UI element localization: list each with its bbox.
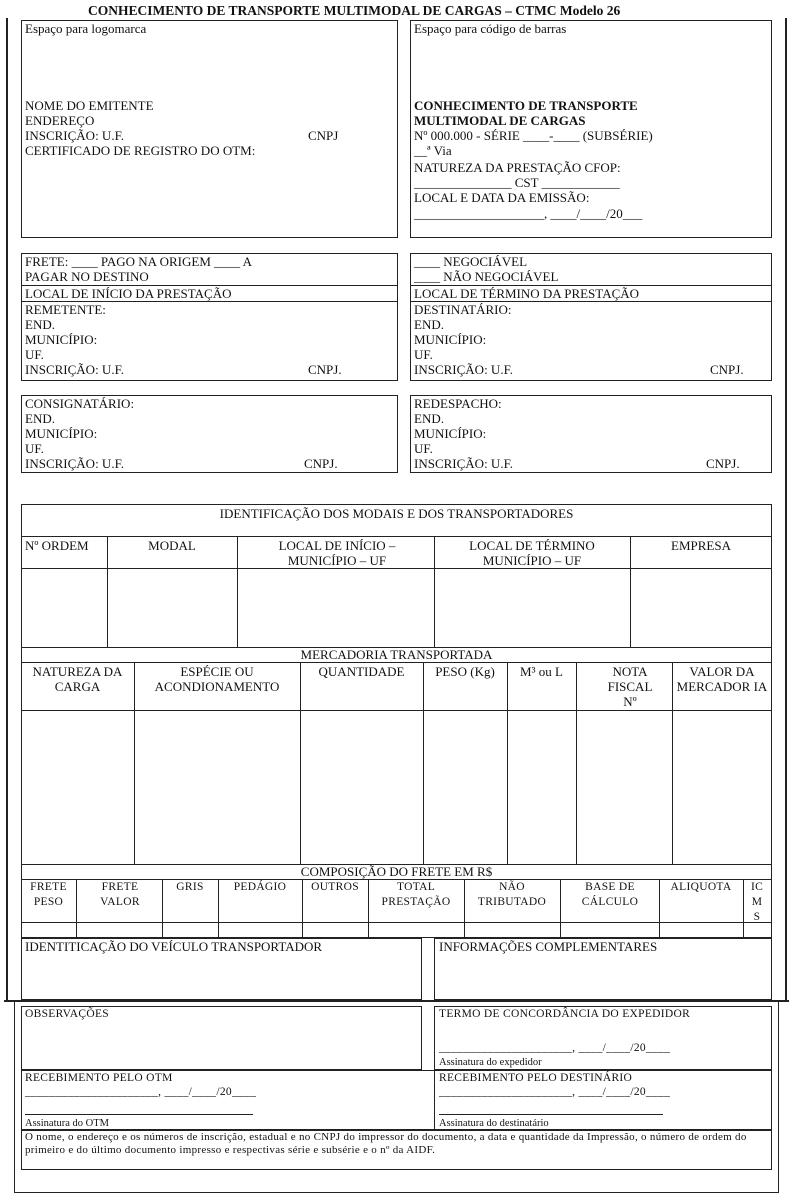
remetente-inscricao: INSCRIÇÃO: U.F.	[25, 362, 125, 377]
col-modal: MODAL	[148, 538, 196, 553]
remetente-end: END.	[25, 317, 55, 332]
frete-line1: FRETE: ____ PAGO NA ORIGEM ____ A	[25, 254, 253, 269]
consignatario-inscricao: INSCRIÇÃO: U.F.	[25, 456, 125, 471]
rule	[560, 879, 561, 938]
destinatario-inscricao: INSCRIÇÃO: U.F.	[414, 362, 514, 377]
rule	[21, 568, 772, 569]
col-m3: M³ ou L	[520, 664, 563, 679]
emitente-nome: NOME DO EMITENTE	[25, 98, 154, 113]
redespacho-cnpj: CNPJ.	[706, 456, 740, 471]
right-border	[785, 18, 787, 1000]
left-border	[6, 18, 8, 1000]
col-aliquota: ALIQUOTA	[670, 881, 732, 893]
remetente-label: REMETENTE:	[25, 302, 106, 317]
logo-label: Espaço para logomarca	[25, 21, 147, 36]
veiculo-label: IDENTITICAÇÃO DO VEÍCULO TRANSPORTADOR	[25, 939, 323, 954]
info-compl-label: INFORMAÇÕES COMPLEMENTARES	[439, 939, 658, 954]
frete-comp-header: COMPOSIÇÃO DO FRETE EM R$	[300, 864, 493, 879]
termo-line: ______________________, ____/____/20____	[439, 1042, 671, 1054]
rule	[672, 662, 673, 864]
redespacho-end: END.	[414, 411, 444, 426]
rule	[423, 662, 424, 864]
nao-negociavel: ____ NÃO NEGOCIÁVEL	[414, 269, 559, 284]
col-outros: OUTROS	[311, 881, 359, 893]
col-peso: PESO (Kg)	[435, 664, 495, 679]
local-inicio: LOCAL DE INÍCIO DA PRESTAÇÃO	[25, 286, 232, 301]
footer-note: O nome, o endereço e os números de inscrição, estadual e no CNPJ do impressor do documento, a data e quantidade da Impressão, o número de ordem do primeiro e do último documento impresso e respectivas série e subsérie e o nº da AIDF.	[25, 1131, 747, 1156]
bottom-border	[14, 1192, 779, 1193]
col-frete-peso: FRETE PESO	[30, 881, 67, 908]
modais-header: IDENTIFICAÇÃO DOS MODAIS E DOS TRANSPORTADORES	[219, 506, 574, 521]
rule	[743, 879, 744, 938]
col-quantidade: QUANTIDADE	[318, 664, 405, 679]
col-nordem: Nº ORDEM	[25, 538, 89, 553]
rule	[300, 662, 301, 864]
redespacho-inscricao: INSCRIÇÃO: U.F.	[414, 456, 514, 471]
frete-line2: PAGAR NO DESTINO	[25, 269, 149, 284]
local-termino: LOCAL DE TÉRMINO DA PRESTAÇÃO	[414, 286, 640, 301]
rule	[237, 536, 238, 647]
divider-line	[4, 1000, 789, 1002]
remetente-uf: UF.	[25, 347, 44, 362]
col-nao-tributado: NÃO TRIBUTADO	[477, 881, 547, 908]
lower-right-border	[778, 1002, 779, 1192]
barcode-label: Espaço para código de barras	[414, 21, 567, 36]
form-title: CONHECIMENTO DE TRANSPORTE MULTIMODAL DE CARGAS – CTMC Modelo 26	[88, 3, 621, 18]
emitente-cnpj: CNPJ	[308, 128, 339, 143]
consignatario-end: END.	[25, 411, 55, 426]
termo-sig-label: Assinatura do expedidor	[439, 1057, 542, 1068]
rule	[21, 536, 772, 537]
consignatario-uf: UF.	[25, 441, 44, 456]
doc-local-data-label: LOCAL E DATA DA EMISSÃO:	[414, 190, 590, 205]
doc-serie: Nº 000.000 - SÉRIE ____-____ (SUBSÉRIE)	[414, 128, 653, 143]
receb-dest-sig: Assinatura do destinatário	[439, 1118, 549, 1129]
col-local-inicio: LOCAL DE INÍCIO – MUNICÍPIO – UF	[278, 538, 396, 568]
rule	[576, 662, 577, 864]
col-valor: VALOR DA MERCADOR IA	[676, 664, 768, 694]
emitente-inscricao: INSCRIÇÃO: U.F.	[25, 128, 125, 143]
redespacho-municipio: MUNICÍPIO:	[414, 426, 487, 441]
receb-otm-sig: Assinatura do OTM	[25, 1118, 109, 1129]
doc-title-1: CONHECIMENTO DE TRANSPORTE	[414, 98, 638, 113]
emitente-certificado: CERTIFICADO DE REGISTRO DO OTM:	[25, 143, 256, 158]
rule	[507, 662, 508, 864]
rule	[25, 1114, 253, 1115]
redespacho-uf: UF.	[414, 441, 433, 456]
rule	[434, 536, 435, 647]
rule	[439, 1114, 663, 1115]
destinatario-municipio: MUNICÍPIO:	[414, 332, 487, 347]
col-pedagio: PEDÁGIO	[233, 881, 287, 893]
lower-left-border	[14, 1002, 15, 1192]
col-nota: NOTA FISCAL Nº	[607, 664, 653, 709]
consignatario-municipio: MUNICÍPIO:	[25, 426, 98, 441]
col-local-termino: LOCAL DE TÉRMINO MUNICÍPIO – UF	[469, 538, 595, 568]
mercadoria-header: MERCADORIA TRANSPORTADA	[300, 647, 493, 662]
negociavel: ____ NEGOCIÁVEL	[414, 254, 528, 269]
consignatario-cnpj: CNPJ.	[304, 456, 338, 471]
doc-local-data-line: ____________________, ____/____/20___	[414, 206, 643, 221]
receb-dest-label: RECEBIMENTO PELO DESTINÁRIO	[439, 1072, 633, 1084]
destinatario-cnpj: CNPJ.	[710, 362, 744, 377]
remetente-municipio: MUNICÍPIO:	[25, 332, 98, 347]
rule	[434, 1070, 435, 1130]
col-natureza: NATUREZA DA CARGA	[32, 664, 123, 694]
remetente-cnpj: CNPJ.	[308, 362, 342, 377]
consignatario-label: CONSIGNATÁRIO:	[25, 396, 135, 411]
doc-via: __ª Via	[414, 143, 452, 158]
col-especie: ESPÉCIE OU ACONDIONAMENTO	[154, 664, 280, 694]
redespacho-label: REDESPACHO:	[414, 396, 502, 411]
doc-cst: _______________ CST ____________	[414, 175, 620, 190]
doc-title-2: MULTIMODAL DE CARGAS	[414, 113, 586, 128]
observacoes-label: OBSERVAÇÕES	[25, 1008, 109, 1020]
col-total: TOTAL PRESTAÇÃO	[381, 881, 451, 908]
rule	[76, 879, 77, 938]
destinatario-uf: UF.	[414, 347, 433, 362]
termo-label: TERMO DE CONCORDÂNCIA DO EXPEDIDOR	[439, 1008, 691, 1020]
emitente-endereco: ENDEREÇO	[25, 113, 95, 128]
destinatario-end: END.	[414, 317, 444, 332]
doc-natureza: NATUREZA DA PRESTAÇÃO CFOP:	[414, 160, 621, 175]
receb-otm-line: ______________________, ____/____/20____	[25, 1086, 257, 1098]
col-icms: IC M S	[750, 881, 764, 923]
col-base-calculo: BASE DE CÁLCULO	[581, 881, 639, 908]
receb-dest-line: ______________________, ____/____/20____	[439, 1086, 671, 1098]
receb-otm-label: RECEBIMENTO PELO OTM	[25, 1072, 173, 1084]
col-gris: GRIS	[176, 881, 204, 893]
col-frete-valor: FRETE VALOR	[100, 881, 140, 908]
col-empresa: EMPRESA	[671, 538, 731, 553]
destinatario-label: DESTINATÁRIO:	[414, 302, 512, 317]
